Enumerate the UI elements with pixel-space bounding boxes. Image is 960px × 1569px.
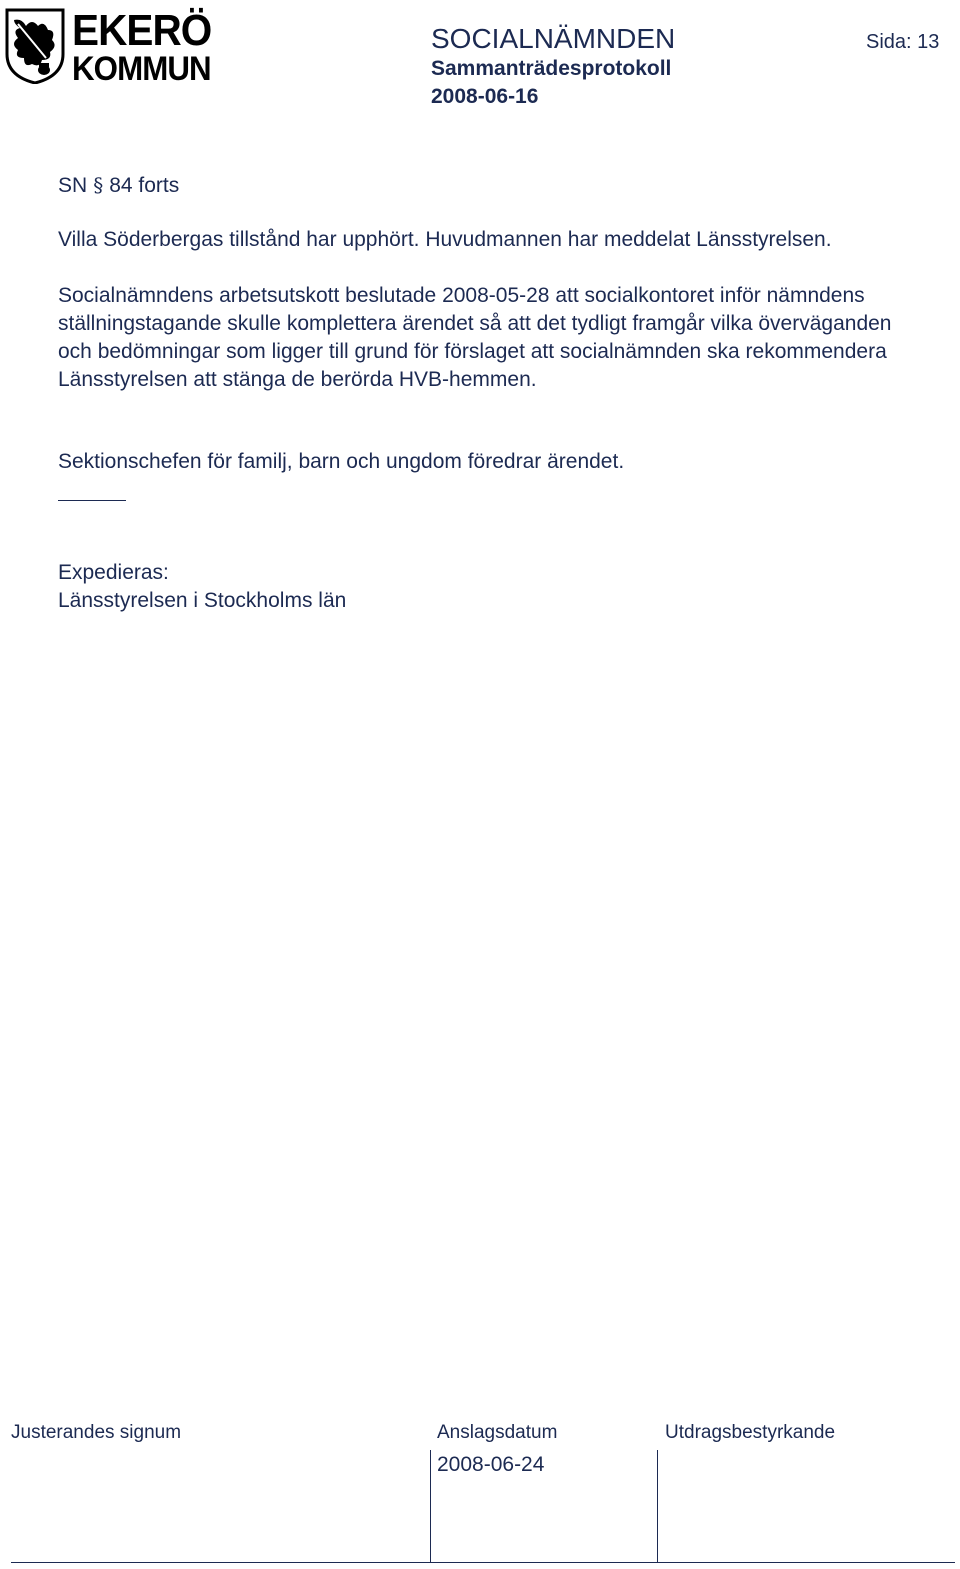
logo-wordmark-kommun: KOMMUN (72, 50, 211, 88)
expedieras-recipient: Länsstyrelsen i Stockholms län (58, 589, 347, 612)
section-symbol: § (93, 173, 104, 197)
paragraph-reference (58, 171, 908, 200)
expedieras-label: Expedieras: (58, 561, 169, 584)
oak-leaf-emblem-icon (4, 8, 66, 84)
document-type: Sammanträdesprotokoll (431, 57, 672, 80)
page-number: Sida: 13 (866, 31, 940, 53)
section-divider (58, 500, 126, 501)
footer-divider-right (657, 1450, 658, 1562)
footer-posting-date-value: 2008-06-24 (437, 1453, 545, 1476)
footer-certification-label: Utdragsbestyrkande (665, 1422, 836, 1443)
paragraph-ref-prefix: SN (58, 174, 88, 197)
body-paragraph-1: Villa Söderbergas tillstånd har upphört. Huvudmannen har meddelat Länsstyrelsen. (58, 228, 832, 251)
logo-wordmark-ekero: EKERÖ (72, 6, 212, 55)
footer-posting-date-label: Anslagsdatum (437, 1422, 558, 1443)
body-paragraph-2: Socialnämndens arbetsutskott beslutade 2008-05-28 att socialkontoret inför nämndens ställningstagande skulle komplettera ärendet så att det tydligt framgår vilka överväganden och bedömningar som ligger till grund för förslaget att socialnämnden ska rekommendera Länsstyrelsen att stänga de berörda HVB-hemmen. (58, 284, 892, 391)
meeting-date: 2008-06-16 (431, 85, 539, 108)
footer-signature-label: Justerandes signum (11, 1422, 182, 1443)
municipality-logo (4, 6, 228, 86)
footer-divider-left (430, 1450, 431, 1562)
body-paragraph-3: Sektionschefen för familj, barn och ungdom föredrar ärendet. (58, 450, 625, 473)
committee-title: SOCIALNÄMNDEN (431, 23, 676, 54)
footer-baseline (11, 1562, 955, 1563)
paragraph-ref-suffix: 84 forts (109, 174, 180, 197)
